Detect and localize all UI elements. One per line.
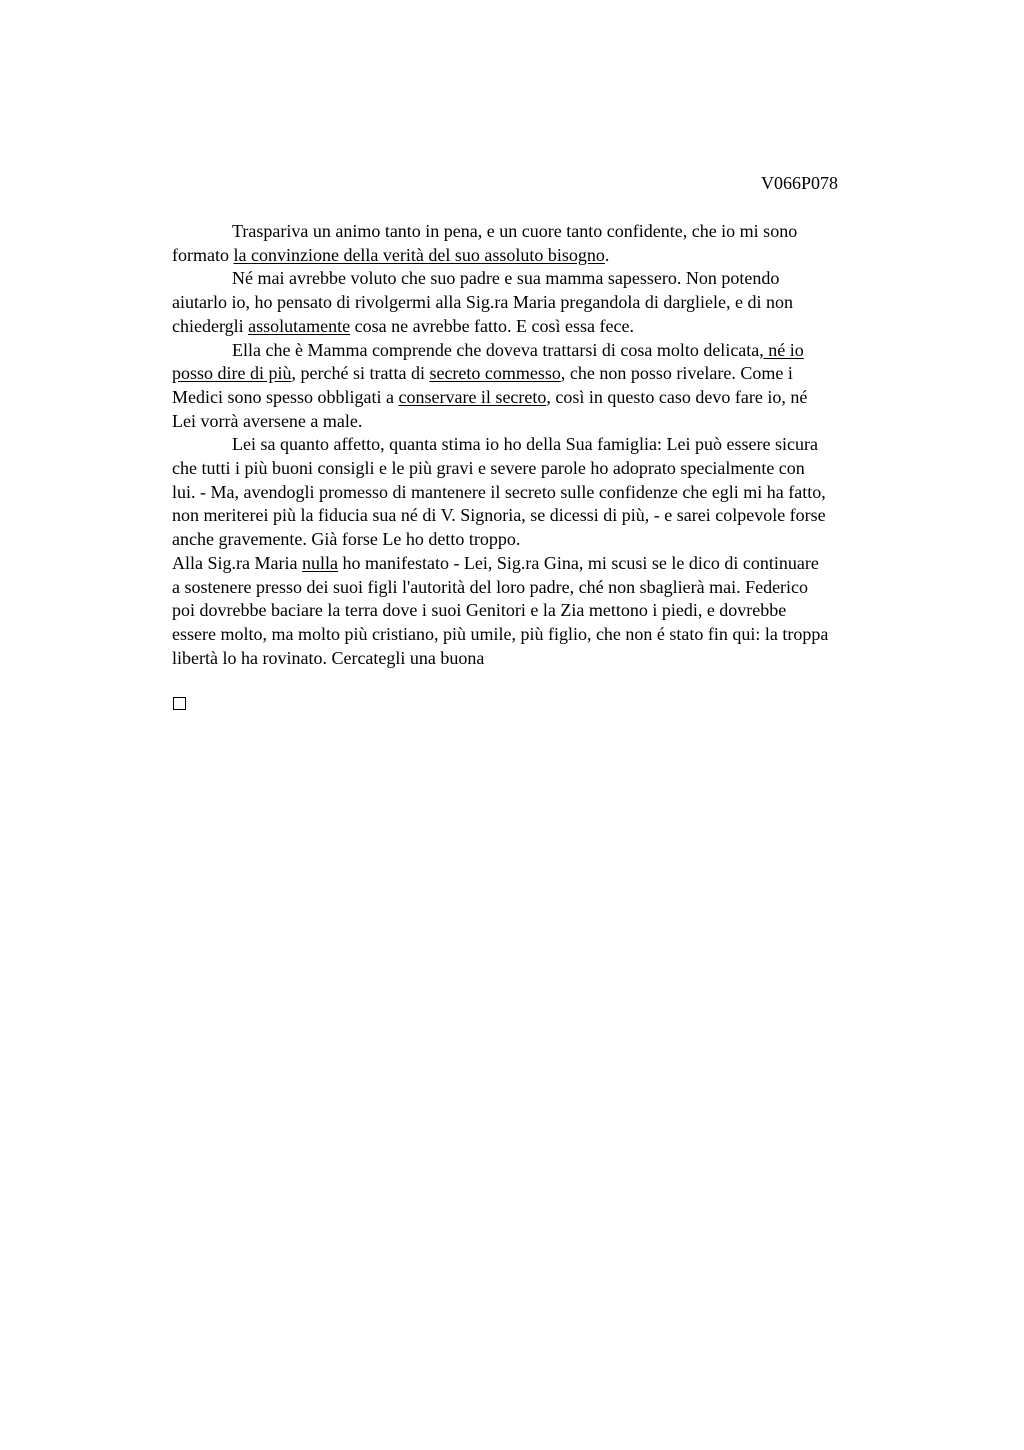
text-segment: . [604, 244, 610, 265]
text-line [172, 386, 807, 408]
text-segment: aiutarlo io, ho pensato di rivolgermi alla Sig.ra Maria pregandola di dargliele, e di non [172, 292, 793, 313]
text-line [232, 339, 804, 361]
text-line [172, 291, 793, 313]
text-line [172, 504, 826, 526]
text-line [172, 244, 609, 266]
underlined-text: secreto commesso [429, 363, 561, 384]
underlined-text: assolutamente [248, 315, 351, 336]
text-line [172, 410, 362, 432]
text-segment: Traspariva un animo tanto in pena, e un cuore tanto confidente, che io mi sono [232, 221, 798, 241]
text-segment: non meriterei più la fiducia sua né di V. Signoria, se dicessi di più, - e sarei colpevole forse [172, 505, 826, 526]
underlined-text: nulla [301, 552, 338, 573]
text-segment: , perché si tratta di [291, 363, 430, 384]
text-segment: , così in questo caso devo fare io, né [546, 386, 808, 407]
underlined-text: conservare il secreto [398, 386, 547, 407]
page-code: V066P078 [761, 173, 839, 193]
text-line [172, 623, 828, 645]
text-line [172, 315, 634, 337]
text-segment: libertà lo ha rovinato. Cercategli una buona [172, 647, 485, 668]
text-segment: Ella che è Mamma comprende che doveva trattarsi di cosa molto delicata [232, 339, 760, 360]
text-line [232, 433, 818, 455]
text-segment: ho manifestato - Lei, Sig.ra Gina, mi scusi se le dico di continuare [337, 552, 819, 573]
text-segment: Lei vorrà aversene a male. [172, 410, 363, 431]
text-segment: a sostenere presso dei suoi figli l'autorità del loro padre, ché non sbaglierà mai. Federico [172, 576, 809, 597]
text-segment: Lei sa quanto affetto, quanta stima io ho della Sua famiglia: Lei può essere sicura [232, 434, 818, 455]
underlined-text: , né io [759, 339, 804, 360]
text-segment: che tutti i più buoni consigli e le più gravi e severe parole ho adoprato specialmente con [172, 458, 805, 478]
text-segment: Medici sono spesso obbligati a [172, 386, 399, 407]
text-line [172, 552, 819, 574]
text-line [172, 481, 826, 503]
text-segment: formato [172, 244, 234, 265]
underlined-text: la convinzione della verità del suo assoluto bisogno [233, 244, 605, 265]
text-line [172, 457, 805, 479]
text-line [172, 528, 520, 550]
text-line [232, 220, 797, 242]
end-marker-box [173, 697, 186, 710]
text-segment: poi dovrebbe baciare la terra dove i suoi Genitori e la Zia mettono i piedi, e dovrebbe [172, 600, 787, 621]
text-line [172, 647, 484, 669]
text-segment: Alla Sig.ra Maria [172, 552, 302, 573]
underlined-text: posso dire di più [172, 363, 292, 384]
text-segment: lui. - Ma, avendogli promesso di mantenere il secreto sulle confidenze che egli mi ha fatto, [172, 481, 826, 502]
text-segment: chiedergli [172, 315, 249, 336]
text-segment: Né mai avrebbe voluto che suo padre e sua mamma sapessero. Non potendo [232, 268, 780, 289]
text-segment: essere molto, ma molto più cristiano, più umile, più figlio, che non é stato fin qui: la troppa [172, 623, 829, 644]
text-segment: anche gravemente. Già forse Le ho detto troppo. [172, 529, 521, 550]
text-segment: cosa ne avrebbe fatto. E così essa fece. [350, 315, 634, 336]
text-line [172, 599, 786, 621]
text-line [172, 576, 808, 598]
text-segment: , che non posso rivelare. Come i [560, 363, 793, 384]
text-line [172, 362, 793, 384]
text-line [232, 267, 779, 289]
